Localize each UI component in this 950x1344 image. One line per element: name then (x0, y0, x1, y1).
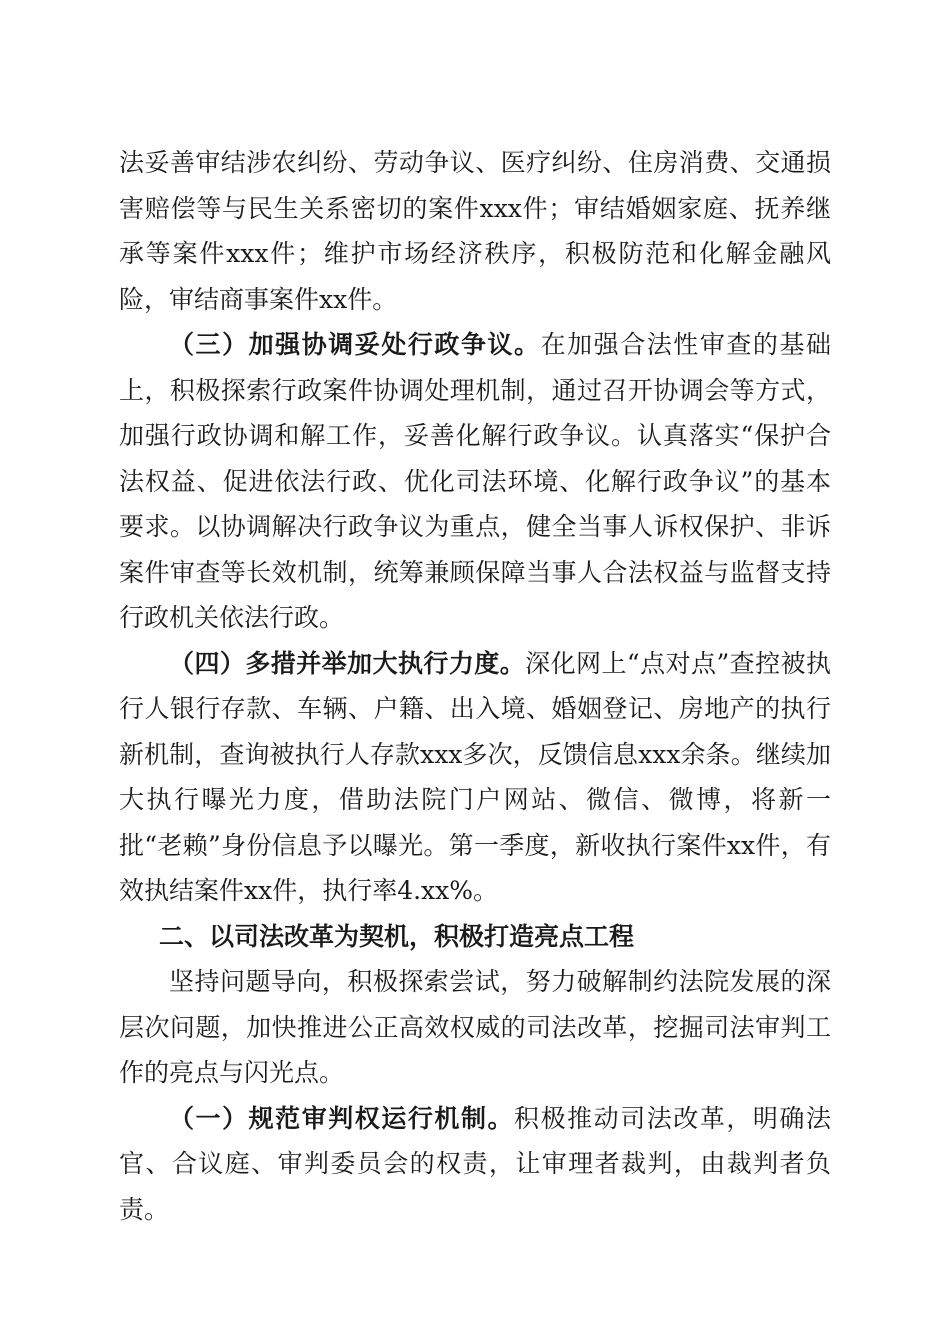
paragraph-civil-cases (119, 140, 831, 322)
paragraph-text: 积极推动司法改革，明确法官、合议庭、审判委员会的权责，让审理者裁判，由裁判者负责。 (119, 1103, 831, 1224)
section-lead-1: （一）规范审判权运行机制。 (169, 1103, 515, 1133)
section-lead-3: （三）加强协调妥处行政争议。 (169, 330, 541, 359)
paragraph-text: 坚持问题导向，积极探索尝试，努力破解制约法院发展的深层次问题，加快推进公正高效权威的司法改革，挖掘司法审判工作的亮点与闪光点。 (119, 967, 831, 1087)
paragraph-text: 在加强合法性审查的基础上，积极探索行政案件协调处理机制，通过召开协调会等方式，加强行政协调和解工作，妥善化解行政争议。认真落实“保护合法权益、促进依法行政、优化司法环境、化解行政争议”的基本要求。以协调解决行政争议为重点，健全当事人诉权保护、非诉案件审查等长效机制，统筹兼顾保障当事人合法权益与监督支持行政机关依法行政。 (119, 330, 831, 632)
document-page (119, 140, 831, 1232)
paragraph-text: 深化网上“点对点”查控被执行人银行存款、车辆、户籍、出入境、婚姻登记、房地产的执行新机制，查询被执行人存款xxx多次，反馈信息xxx余条。继续加大执行曝光力度，借助法院门户网站、微信、微博，将新一批“老赖”身份信息予以曝光。第一季度，新收执行案件xx件，有效执结案件xx件，执行率4.xx%。 (119, 648, 831, 905)
paragraph-text: 法妥善审结涉农纠纷、劳动争议、医疗纠纷、住房消费、交通损害赔偿等与民生关系密切的案件xxx件；审结婚姻家庭、抚养继承等案件xxx件；维护市场经济秩序，积极防范和化解金融风险，审结商事案件xx件。 (119, 148, 831, 314)
paragraph-administrative-disputes (119, 322, 831, 641)
paragraph-enforcement (119, 641, 831, 914)
section-heading-2: 二、以司法改革为契机，积极打造亮点工程 (159, 921, 635, 951)
paragraph-trial-power (119, 1096, 831, 1233)
section-lead-4: （四）多措并举加大执行力度。 (169, 648, 526, 678)
paragraph-judicial-reform-intro (119, 959, 831, 1096)
